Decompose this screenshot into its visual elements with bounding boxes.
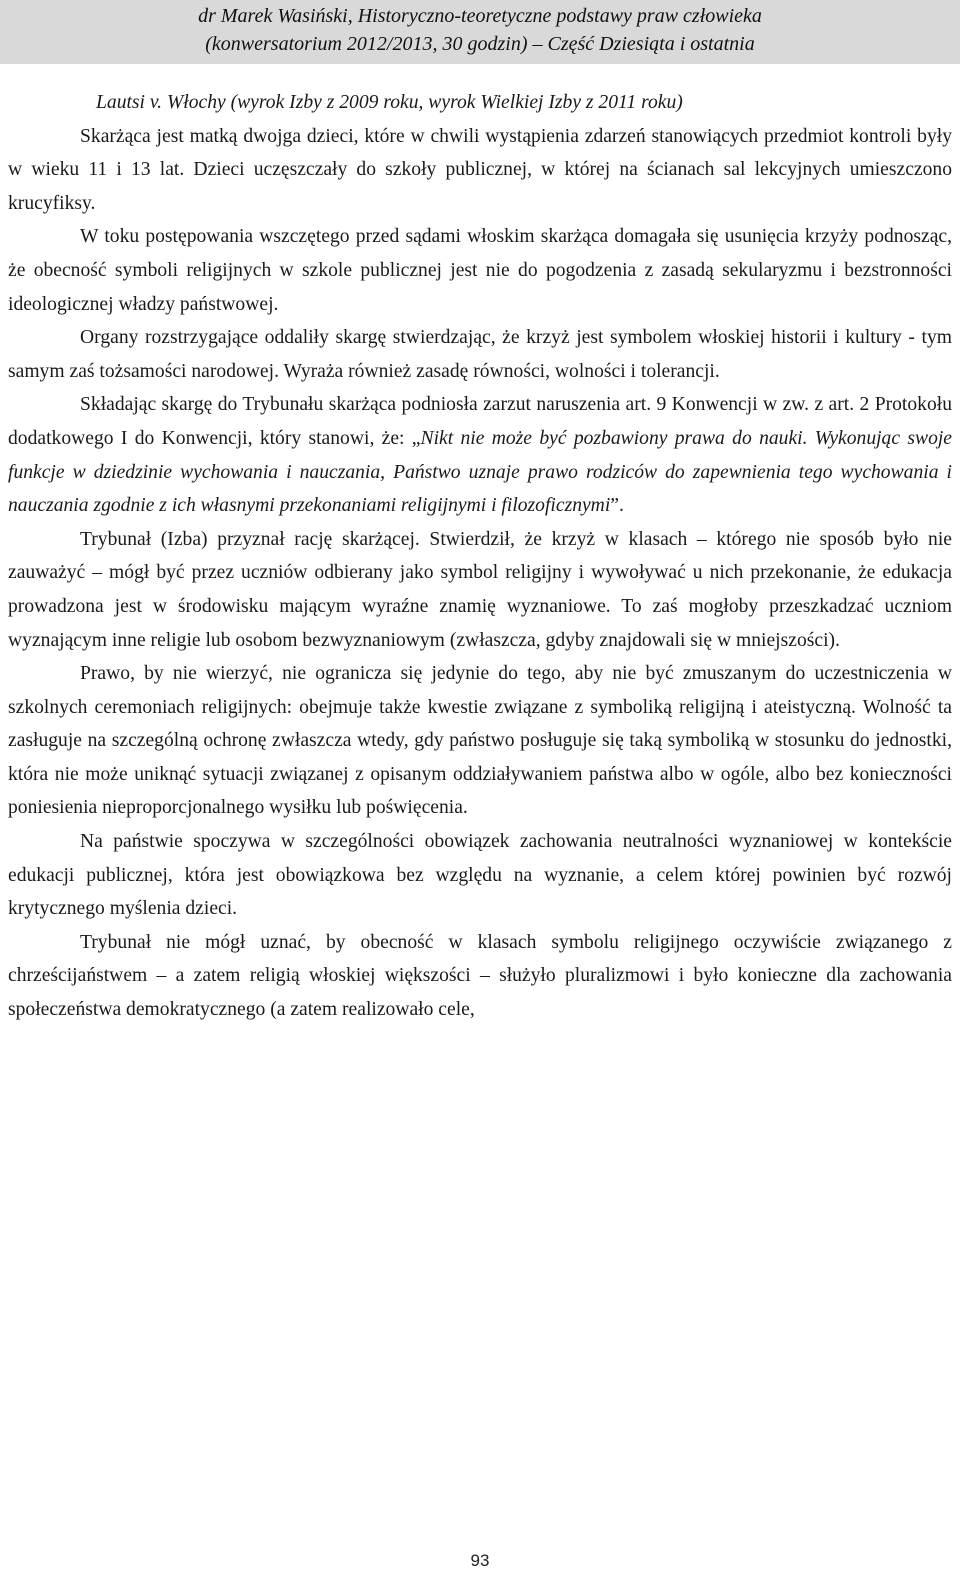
header-line-2: (konwersatorium 2012/2013, 30 godzin) – Część Dziesiąta i ostatnia	[205, 33, 755, 55]
quoted-provision: Nikt nie może być pozbawiony prawa do nauki. Wykonując swoje funkcje w dziedzinie wychowania i nauczania, Państwo uznaje prawo rodziców do zapewnienia tego wychowania i nauczania zgodnie z ich własnymi przekonaniami religijnymi i filozoficznymi	[8, 427, 953, 517]
case-title: Lautsi v. Włochy (wyrok Izby z 2009 roku, wyrok Wielkiej Izby z 2011 roku)	[96, 92, 683, 113]
paragraph-facts: Skarżąca jest matką dwojga dzieci, które w chwili wystąpienia zdarzeń stanowiących przedmiot kontroli były w wieku 11 i 13 lat. Dzieci uczęszczały do szkoły publicznej, w której na ścianach sal lekcyjnych umieszczono krucyfiksy.	[8, 125, 952, 214]
header-line-1: dr Marek Wasiński, Historyczno-teoretyczne podstawy praw człowieka	[198, 5, 762, 27]
paragraph-domestic-ruling: Organy rozstrzygające oddaliły skargę stwierdzając, że krzyż jest symbolem włoskiej historii i kultury - tym samym zaś tożsamości narodowej. Wyraża również zasadę równości, wolności i tolerancji.	[8, 327, 952, 382]
complaint-text: Składając skargę do Trybunału skarżąca podniosła zarzut naruszenia art. 9 Konwencji w zw. z art. 2 Protokołu dodatkowego I do Konwencji, który stanowi, że: „	[8, 394, 952, 449]
running-header	[0, 0, 960, 64]
paragraph-complaint	[8, 388, 952, 522]
page-number: 93	[470, 1551, 490, 1570]
paragraph-chamber-judgment: Trybunał (Izba) przyznał rację skarżącej. Stwierdził, że krzyż w klasach – którego nie sposób było nie zauważyć – mógł być przez uczniów odbierany jako symbol religijny i wywoływać u nich przekonanie, że edukacja prowadzona jest w środowisku mającym wyraźne znamię wyznaniowe. To zaś mogłoby przeszkadzać uczniom wyznającym inne religie lub osobom bezwyznaniowym (zwłaszcza, gdyby znajdowali się w mniejszości).	[8, 528, 952, 651]
paragraph-pluralism: Trybunał nie mógł uznać, by obecność w klasach symbolu religijnego oczywiście związanego z chrześcijaństwem – a zatem religią włoskiej większości – służyło pluralizmowi i było konieczne dla zachowania społeczeństwa demokratycznego (a zatem realizowało cele,	[8, 931, 952, 1021]
paragraph-domestic-proceedings: W toku postępowania wszczętego przed sądami włoskim skarżąca domagała się usunięcia krzyży podnosząc, że obecność symboli religijnych w szkole publicznej jest nie do pogodzenia z zasadą sekularyzmu i bezstronności ideologicznej władzy państwowej.	[8, 226, 952, 315]
quote-close: ”.	[610, 495, 624, 517]
paragraph-right-not-to-believe: Prawo, by nie wierzyć, nie ogranicza się jedynie do tego, aby nie być zmuszanym do uczestniczenia w szkolnych ceremoniach religijnych: obejmuje także kwestie związane z symboliką religijną i ateistyczną. Wolność ta zasługuje na szczególną ochronę zwłaszcza wtedy, gdy państwo posługuje się taką symboliką w stosunku do jednostki, która nie może uniknąć sytuacji związanej z opisanym oddziaływaniem państwa albo w ogóle, albo bez konieczności poniesienia nieproporcjonalnego wysiłku lub poświęcenia.	[8, 663, 952, 819]
body-text	[8, 86, 952, 1027]
paragraph-state-neutrality: Na państwie spoczywa w szczególności obowiązek zachowania neutralności wyznaniowej w kontekście edukacji publicznej, która jest obowiązkowa bez względu na wyznanie, a celem której powinien być rozwój krytycznego myślenia dzieci.	[8, 831, 952, 920]
